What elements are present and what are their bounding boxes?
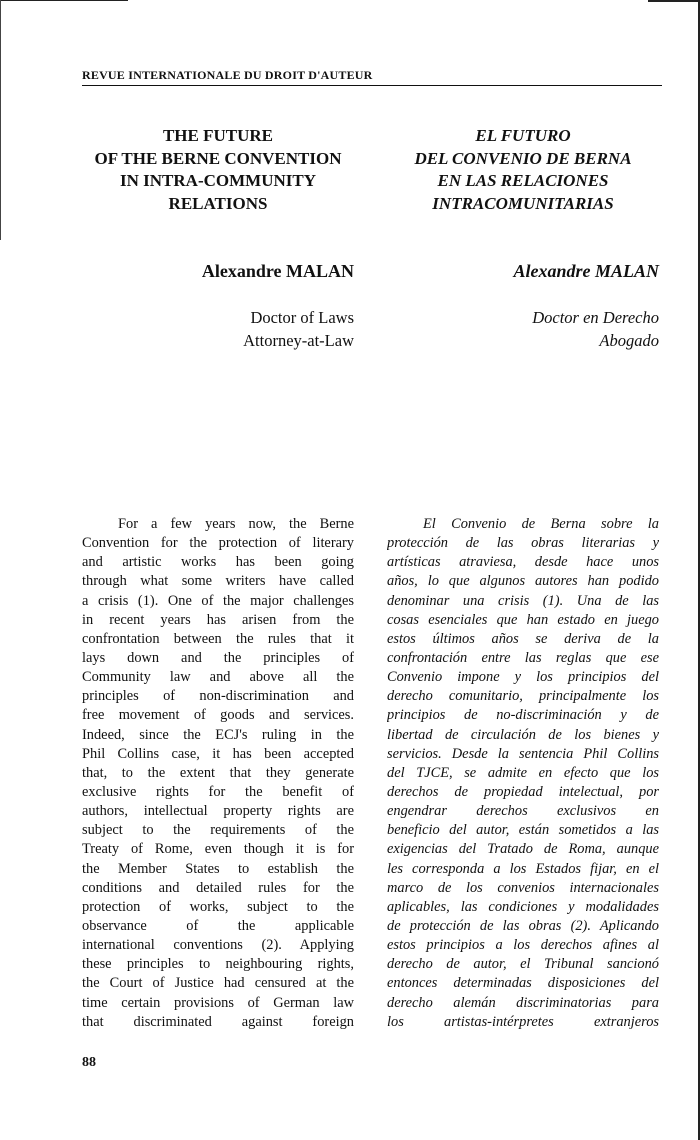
- body-line: del TJCE, se admite en efecto que los: [387, 764, 659, 781]
- title-english: [82, 125, 354, 215]
- body-line: the Member States to establish the: [82, 860, 354, 877]
- body-line: cosas esenciales que han estado en juego: [387, 611, 659, 628]
- body-line: For a few years now, the Berne: [118, 516, 354, 532]
- body-line: los artistas-intérpretes extranjeros: [387, 1013, 659, 1030]
- body-line: Community law and above all the: [82, 669, 354, 686]
- body-line: that, to the extent that they generate: [82, 764, 354, 781]
- body-line: derechos de propiedad intelectual, por: [387, 783, 659, 800]
- body-line: libertad de circulación de los bienes y: [387, 726, 659, 743]
- body-line: aplicables, las condiciones y modalidades: [387, 898, 659, 915]
- body-line: entonces determinadas disposiciones del: [387, 975, 659, 992]
- body-line: estos principios a los derechos afines al: [387, 937, 659, 954]
- body-line: Phil Collins case, it has been accepted: [82, 745, 354, 762]
- body-line: lays down and the principles of: [82, 649, 354, 666]
- author-english: Alexandre MALAN: [201, 261, 354, 281]
- body-line: these principles to neighbouring rights,: [82, 956, 354, 973]
- body-line: marco de los convenios internacionales: [387, 879, 659, 896]
- body-line: años, lo que algunos autores han podido: [387, 573, 659, 590]
- running-head: REVUE INTERNATIONALE DU DROIT D'AUTEUR: [82, 68, 373, 82]
- degree-english: [82, 306, 354, 352]
- body-line: Convention for the protection of literary: [82, 535, 354, 552]
- body-line: confrontación entre las reglas que ese: [387, 649, 659, 666]
- body-line: Convenio impone y los principios del: [387, 669, 659, 686]
- title-line: EL FUTURO: [475, 126, 571, 145]
- body-line: principles of non-discrimination and: [82, 688, 354, 705]
- scan-edge-top-right: [648, 0, 700, 2]
- body-line: les corresponda a los Estados fijar, en el: [387, 860, 659, 877]
- body-line: beneficio del autor, están sometidos a las: [387, 822, 659, 839]
- body-line: Indeed, since the ECJ's ruling in the: [82, 726, 354, 743]
- degree-spanish: [387, 306, 659, 352]
- title-line: IN INTRA-COMMUNITY: [120, 171, 316, 190]
- degree-line: Attorney-at-Law: [243, 331, 354, 350]
- body-line: Treaty of Rome, even though it is for: [82, 841, 354, 858]
- degree-line: Abogado: [599, 331, 659, 350]
- body-line: protection of works, subject to the: [82, 898, 354, 915]
- title-line: DEL CONVENIO DE BERNA: [414, 148, 632, 168]
- body-line: exigencias del Tratado de Roma, aunque: [387, 841, 659, 858]
- body-line: servicios. Desde la sentencia Phil Collins: [387, 745, 659, 762]
- page-number: 88: [82, 1055, 96, 1070]
- body-line: estos últimos años se deriva de la: [387, 630, 659, 647]
- body-line: derecho alemán discriminatorias para: [387, 994, 659, 1011]
- body-line: free movement of goods and services.: [82, 707, 354, 724]
- author-spanish: Alexandre MALAN: [513, 261, 659, 281]
- body-line: confrontation between the rules that it: [82, 630, 354, 647]
- body-line: observance of the applicable: [82, 917, 354, 934]
- body-line: El Convenio de Berna sobre la: [423, 516, 659, 532]
- body-line: time certain provisions of German law: [82, 994, 354, 1011]
- scan-edge-left: [0, 0, 1, 240]
- body-line: international conventions (2). Applying: [82, 937, 354, 954]
- degree-line: Doctor of Laws: [250, 308, 354, 327]
- header-rule: [82, 85, 662, 86]
- title-line: EN LAS RELACIONES: [437, 171, 609, 190]
- degree-line: Doctor en Derecho: [532, 308, 659, 327]
- body-line: artísticas atraviesa, desde hace unos: [387, 554, 659, 571]
- title-spanish: [387, 125, 659, 215]
- body-line: engendrar derechos exclusivos en: [387, 803, 659, 820]
- title-line: OF THE BERNE CONVENTION: [94, 148, 342, 168]
- body-line: denominar una crisis (1). Una de las: [387, 592, 659, 609]
- title-line: RELATIONS: [168, 193, 268, 213]
- body-line: authors, intellectual property rights are: [82, 803, 354, 820]
- body-line: conditions and detailed rules for the: [82, 879, 354, 896]
- body-line: through what some writers have called: [82, 573, 354, 590]
- body-line: exclusive rights for the benefit of: [82, 783, 354, 800]
- body-line: de protección de las obras (2). Aplicando: [387, 917, 659, 934]
- body-line: that discriminated against foreign: [82, 1013, 354, 1030]
- body-line: a crisis (1). One of the major challenges: [82, 592, 354, 609]
- body-line: principios de no-discriminación y de: [387, 707, 659, 724]
- body-english: [82, 515, 354, 1032]
- title-line: INTRACOMUNITARIAS: [432, 193, 614, 213]
- body-spanish: [387, 515, 659, 1032]
- body-line: protección de las obras literarias y: [387, 535, 659, 552]
- body-line: derecho de autor, el Tribunal sancionó: [387, 956, 659, 973]
- scan-edge-top-left: [0, 0, 128, 1]
- body-line: derecho comunitario, principalmente los: [387, 688, 659, 705]
- title-line: THE FUTURE: [162, 126, 274, 145]
- body-line: subject to the requirements of the: [82, 822, 354, 839]
- body-line: the Court of Justice had censured at the: [82, 975, 354, 992]
- body-line: in recent years has arisen from the: [82, 611, 354, 628]
- body-line: and artistic works has been going: [82, 554, 354, 571]
